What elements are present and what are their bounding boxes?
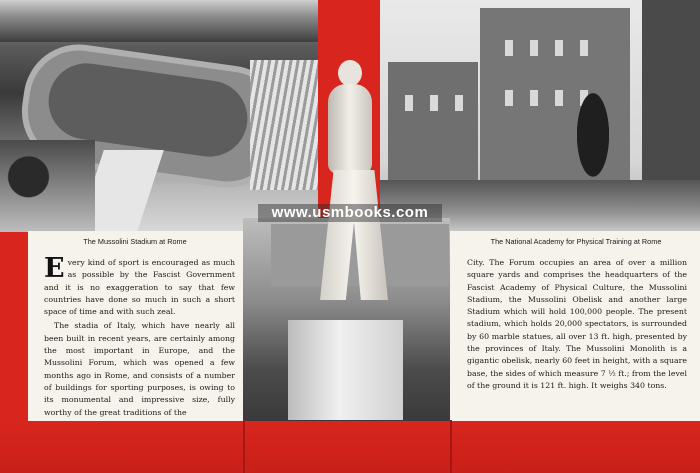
paragraph: The stadia of Italy, which have nearly all been built in recent years, are certainly among the most important in Europe, and the Mussolini Forum, which was opened a few months ago in Rome, and consists of a number of buildings for sporting purposes, is owing to its monumental and impressive size, fully worthy of the great traditions of the <box>44 321 235 417</box>
statue-pedestal <box>288 320 403 420</box>
fold-seam <box>243 420 245 473</box>
academy-caption: The National Academy for Physical Training at Rome <box>490 237 662 246</box>
statue-torso <box>328 84 372 174</box>
stadium-hills <box>0 0 318 42</box>
fold-seam <box>450 420 452 473</box>
academy-photo <box>380 0 700 232</box>
statue-legs <box>320 170 388 300</box>
stadium-photo <box>0 0 318 232</box>
window <box>430 95 438 111</box>
window <box>505 90 513 106</box>
window <box>555 90 563 106</box>
paragraph <box>44 253 235 318</box>
drop-cap: E <box>44 253 65 284</box>
window <box>530 90 538 106</box>
red-bottom-band <box>0 421 700 473</box>
statue-head <box>338 60 362 86</box>
stadium-caption: The Mussolini Stadium at Rome <box>83 237 187 246</box>
window <box>455 95 463 111</box>
left-column-text <box>44 253 235 421</box>
cypress-tree <box>568 70 618 188</box>
window <box>530 40 538 56</box>
watermark: www.usmbooks.com <box>258 204 442 222</box>
paragraph-text: very kind of sport is encouraged as much as possible by the Fascist Government and it is no exaggeration to say that few countries have done so much in such a short space of time and with such zeal. <box>44 258 235 317</box>
window <box>555 40 563 56</box>
window <box>505 40 513 56</box>
marble-statue <box>300 60 410 310</box>
stadium-trees <box>0 140 95 232</box>
right-column-text <box>467 257 687 394</box>
paragraph: City. The Forum occupies an area of over a million square yards and comprises the headquarters of the Fascist Academy of Physical Culture, the Mussolini Stadium, the Mussolini Obelisk and another large Stadium which will hold 100,000 people. The present stadium, which holds 20,000 spectators, is surrounded by 60 marble statues, all over 13 ft. high, presented by the provinces of Italy. The Mussolini Monolith is a gigantic obelisk, nearly 60 feet in height, with a square base, the sides of which measure 7 ½ ft.; from the level of the ground it is 121 ft. high. It weighs 340 tons. <box>467 258 687 390</box>
window <box>580 40 588 56</box>
academy-building-right <box>642 0 700 190</box>
